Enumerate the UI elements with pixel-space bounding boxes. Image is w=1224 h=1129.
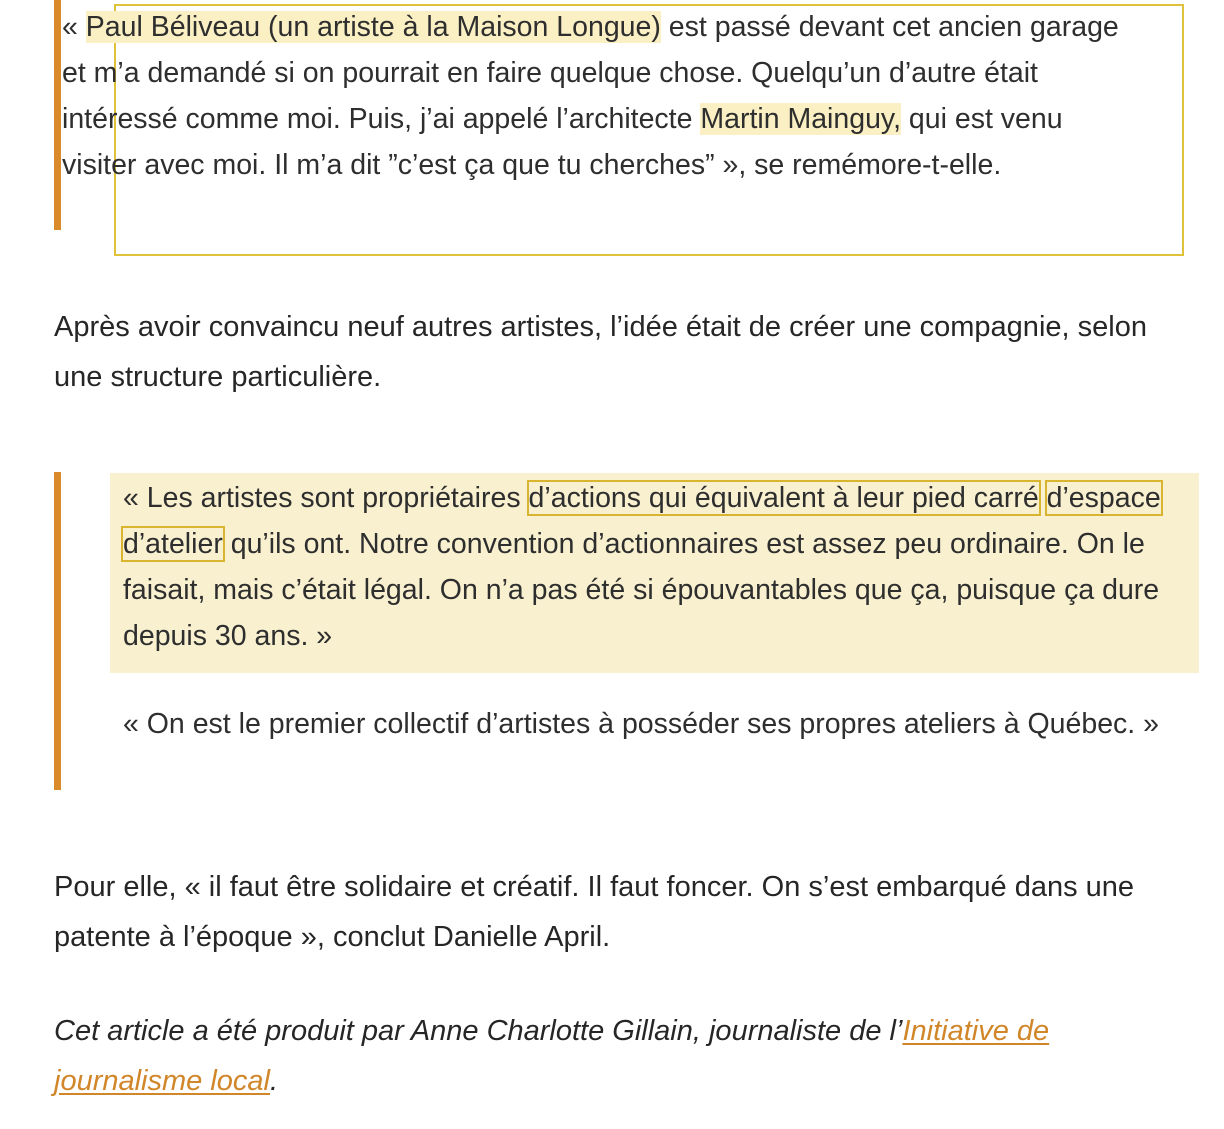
credit-end: . (270, 1065, 279, 1097)
credit-text: Cet article a été produit par Anne Charlotte Gillain, journaliste de l’ (54, 1015, 903, 1047)
paragraph: Pour elle, « il faut être solidaire et créatif. Il faut foncer. On s’est embarqué dans une patente à l’époque », conclut Danielle April. (54, 871, 1135, 953)
quote-1-text (62, 4, 1122, 188)
initiative-link[interactable]: Initiative de journalisme local (54, 1015, 1050, 1097)
quote-2-space (1039, 482, 1047, 514)
quote-2-text (123, 475, 1198, 659)
highlight-actions: d’actions qui équivalent à leur pied carré (528, 482, 1039, 514)
quote-1-segment-end: qui est venu visiter avec moi. Il m’a dit ”c’est ça que tu cherches” », se remémore-t-elle. (62, 103, 1063, 181)
quote-2-segment: « Les artistes sont propriétaires (123, 482, 529, 514)
highlight-paul-beliveau: Paul Béliveau (un artiste à la Maison Longue) (85, 11, 661, 43)
article-credit (54, 1006, 1194, 1106)
quote-3-text: « On est le premier collectif d’artistes à posséder ses propres ateliers à Québec. » (123, 708, 1159, 740)
highlight-espace-atelier: d’espace d’atelier (123, 482, 1161, 560)
paragraph: Après avoir convaincu neuf autres artistes, l’idée était de créer une compagnie, selon une structure particulière. (54, 311, 1147, 393)
quote-open-mark: « (62, 11, 86, 43)
quote-2-segment-end: qu’ils ont. Notre convention d’actionnaires est assez peu ordinaire. On le faisait, mais c’était légal. On n’a pas été si épouvantables que ça, puisque ça dure depuis 30 ans. » (123, 528, 1160, 652)
highlight-martin-mainguy: Martin Mainguy, (700, 103, 901, 135)
quote-1-segment: est passé devant cet ancien garage et m’a demandé si on pourrait en faire quelque chose. Quelqu’un d’autre était intéressé comme moi. Puis, j’ai appelé l’architecte (62, 11, 1119, 135)
